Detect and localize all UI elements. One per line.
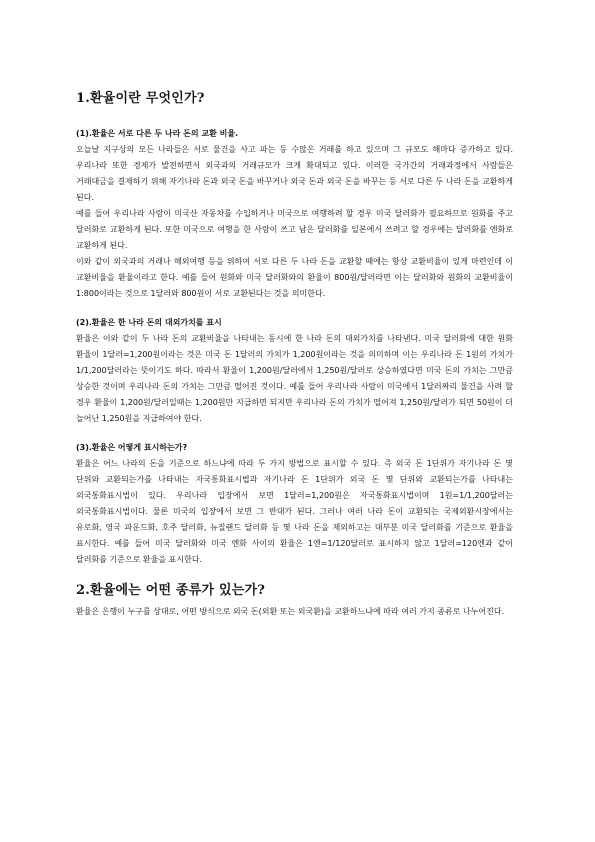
section-title: (3).환율은 어떻게 표시하는가? bbox=[76, 443, 188, 452]
paragraph: 오늘날 지구상의 모든 나라들은 서로 물건을 사고 파는 등 수많은 거래를 하고 있으며 그 규모도 해마다 증가하고 있다. 우리나라 또한 경제가 발전하면서 외국과의 거래규모가 크게 확대되고 있다. 이러한 국가간의 거래과정에서 사람들은 거래대금을 결제하기 위해 자기나라 돈과 외국 돈을 바꾸거나 외국 돈과 외국 돈을 바꾸는 등 서로 다른 두 나라 돈을 교환하게 된다. bbox=[76, 145, 513, 202]
paragraph: 환율은 어느 나라의 돈을 기준으로 하느냐에 따라 두 가지 방법으로 표시할 수 있다. 즉 외국 돈 1단위가 자기나라 돈 몇 단위와 교환되는가를 나타내는 자국통화표시법과 자기나라 돈 1단위가 외국 돈 몇 단위와 교환되는가를 나타내는 외국통화표시법이 있다. 우리나라 입장에서 보면 1달러=1,200원은 자국통화표시법이며 1원=1/1,200달러는 외국통화표시법이다. 물론 미국의 입장에서 보면 그 반대가 된다. 그러나 여러 나라 돈이 교환되는 국제외환시장에서는 유로화, 영국 파운드화, 호주 달러화, 뉴질랜드 달러화 등 몇 나라 돈을 제외하고는 대부분 미국 달러화를 기준으로 환율을 표시한다. 예를 들어 미국 달러화와 미국 엔화 사이의 환율은 1엔=1/120달러로 표시하지 않고 1달러=120엔과 같이 달러화를 기준으로 환율을 표시한다. bbox=[76, 459, 513, 564]
paragraph: 이와 같이 외국과의 거래나 해외여행 등을 위하여 서로 다른 두 나라 돈을 교환할 때에는 항상 교환비율이 있게 마련인데 이 교환비율을 환율이라고 한다. 예를 들어 원화와 미국 달러화와의 환율이 800원/달러라면 이는 달러화와 원화의 교환비율이 1:800이라는 것으로 1달러와 800원이 서로 교환된다는 것을 의미한다. bbox=[76, 257, 513, 298]
section-title: (1).환율은 서로 다른 두 나라 돈의 교환 비율. bbox=[76, 129, 239, 138]
paragraph: 환율은 은행이 누구를 상대로, 어떤 방식으로 외국 돈(외환 또는 외국환)을 교환하느냐에 따라 여러 가지 종류로 나누어진다. bbox=[76, 607, 505, 616]
paragraph: 환율은 이와 같이 두 나라 돈의 교환비율을 나타내는 동시에 한 나라 돈의 대외가치를 나타낸다. 미국 달러화에 대한 원화 환율이 1달러=1,200원이라는 것은 미국 돈 1달러의 가치가 1,200원이라는 것을 의미하며 이는 우리나라 돈 1원의 가치가 1/1,200달러라는 뜻이기도 하다. 따라서 환율이 1,200원/달러에서 1,250원/달러로 상승하였다면 미국 돈의 가치는 그만큼 상승한 것이며 우리나라 돈의 가치는 그만큼 떨어진 것이다. 예를 들어 우리나라 사람이 미국에서 1달러짜리 물건을 사려 할 경우 환율이 1,200원/달러일때는 1,200원만 지급하면 되지만 우리나라 돈의 가치가 떨어져 1,250원/달러가 되면 50원이 더 늘어난 1,250원을 지급하여야 한다. bbox=[76, 334, 513, 423]
heading-exchange-rate-types: 2.환율에는 어떤 종류가 있는가? bbox=[76, 583, 266, 598]
section-title: (2).환율은 한 나라 돈의 대외가치를 표시 bbox=[76, 318, 222, 327]
section-external-value bbox=[76, 315, 513, 427]
document-body bbox=[76, 90, 513, 620]
heading-what-is-exchange-rate: 1.환율이란 무엇인가? bbox=[76, 91, 205, 106]
section-exchange-ratio bbox=[76, 126, 513, 302]
paragraph: 예를 들어 우리나라 사람이 미국산 자동차를 수입하거나 미국으로 여행하려 할 경우 미국 달러화가 필요하므로 원화를 주고 달러화로 교환하게 된다. 또한 미국으로 여행을 한 사람이 쓰고 남은 달러화를 일본에서 쓰려고 할 경우에는 달러화를 엔화로 교환하게 된다. bbox=[76, 209, 513, 250]
section-notation bbox=[76, 440, 513, 568]
